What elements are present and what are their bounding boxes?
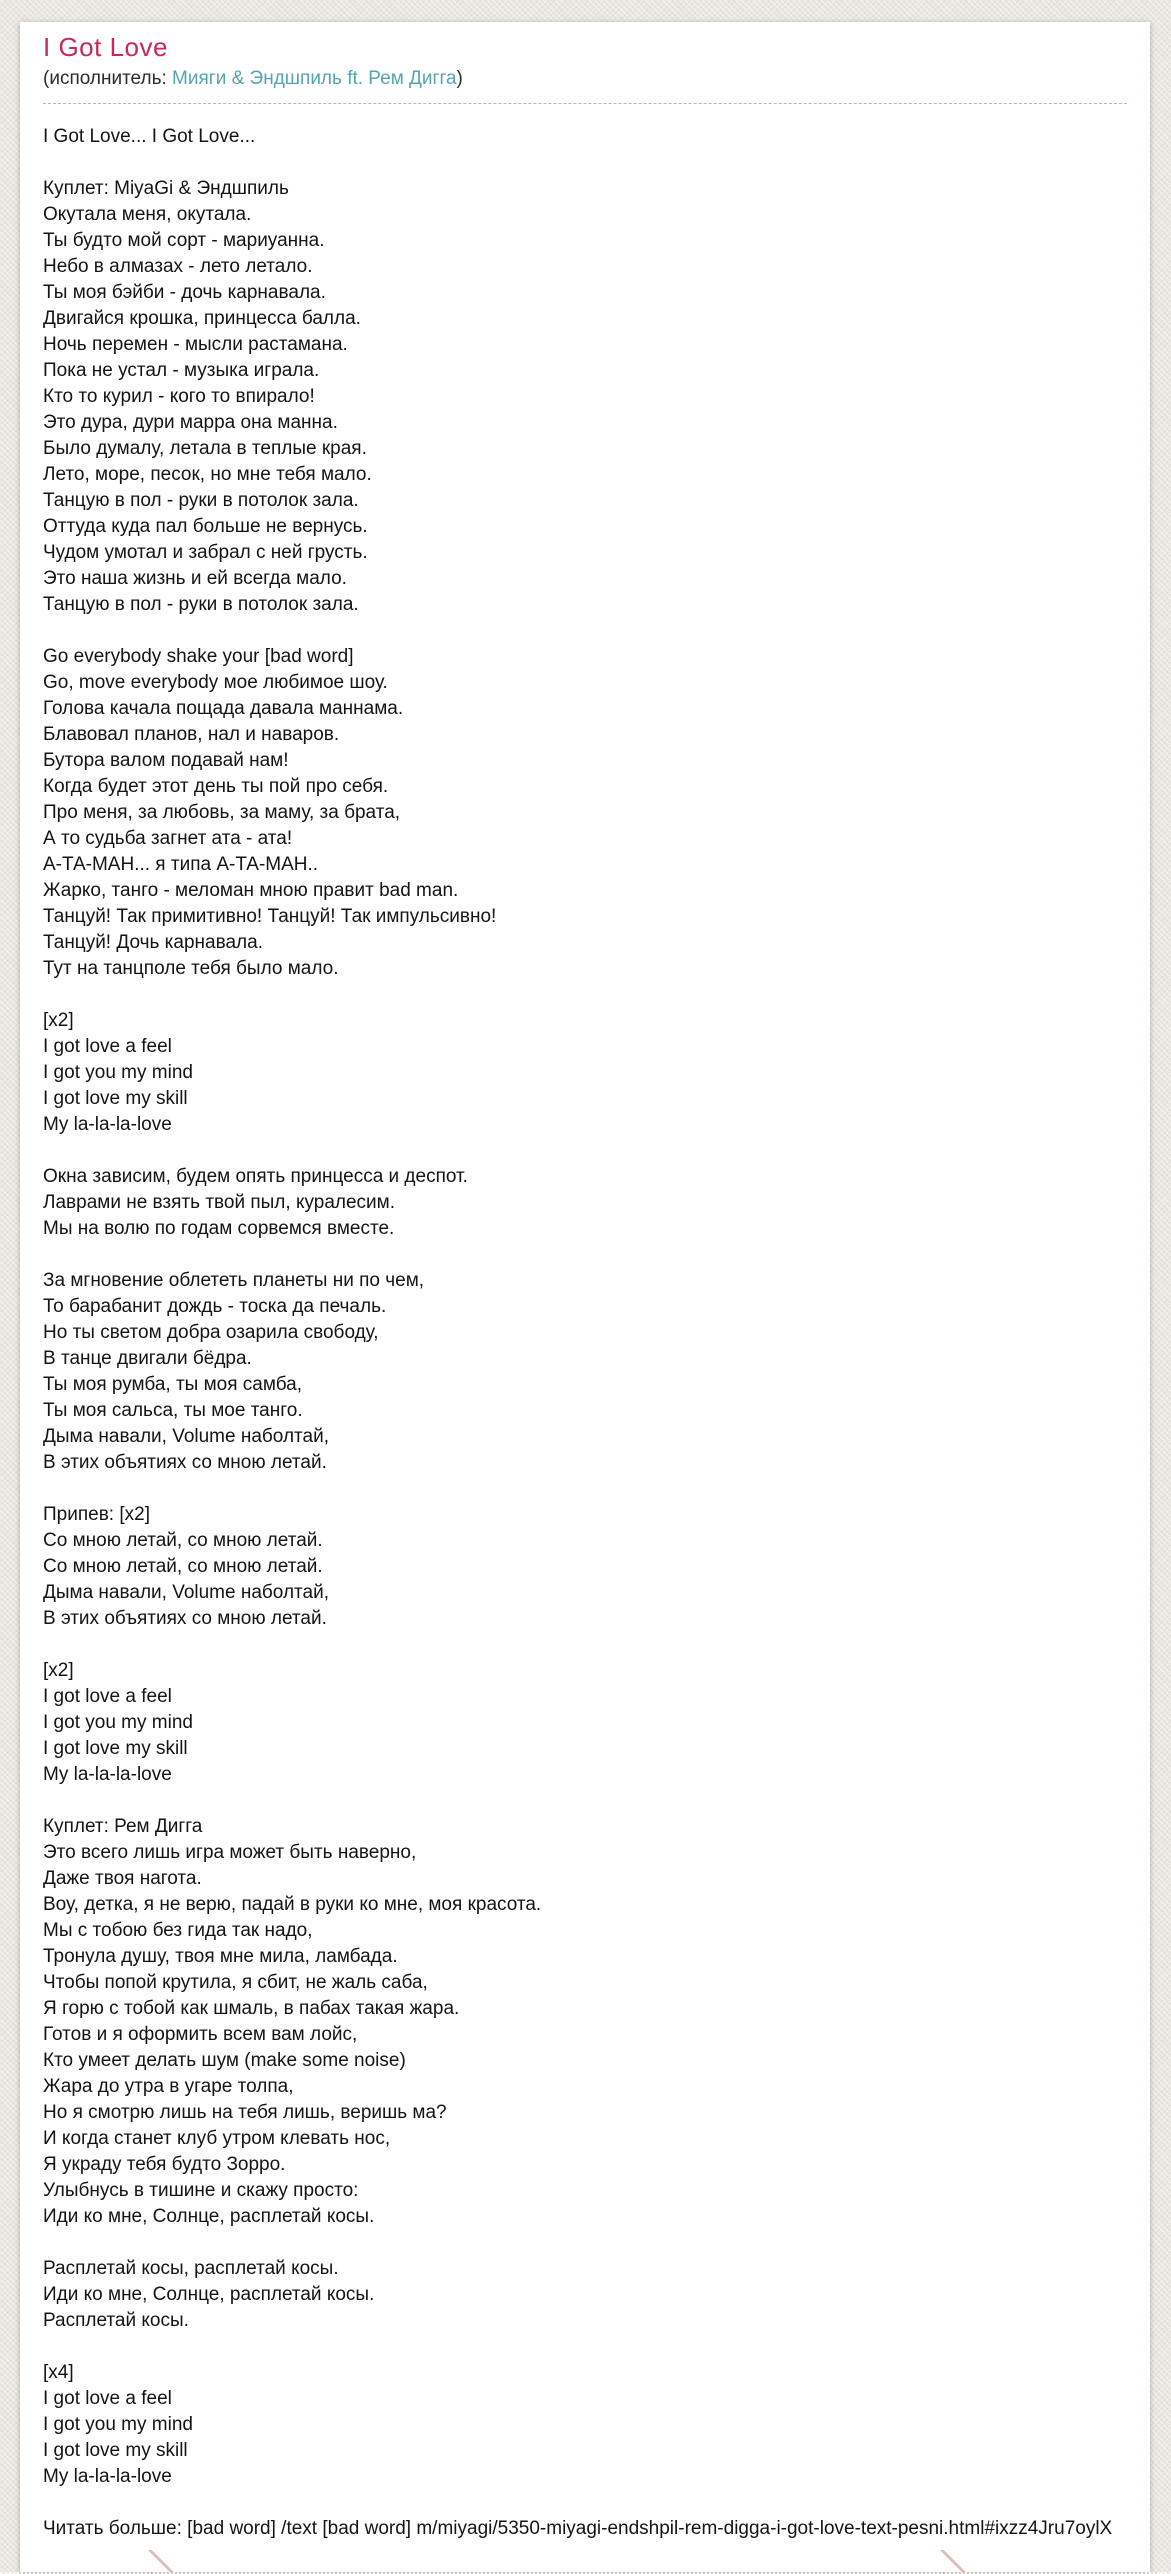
lyrics-stanza: Окна зависим, будем опять принцесса и деспот. Лаврами не взять твой пыл, куралесим. Мы на волю по годам сорвемся вместе.	[43, 1166, 468, 1239]
lyrics-stanza: Припев: [x2] Со мною летай, со мною летай. Со мною летай, со мною летай. Дыма навали, Volume наболтай, В этих объятиях со мною летай.	[43, 1504, 329, 1629]
lyrics-stanza: Куплет: MiyaGi & Эндшпиль Окутала меня, окутала. Ты будто мой сорт - мариуанна. Небо в алмазах - лето летало. Ты моя бэйби - дочь карнавала. Двигайся крошка, принцесса балла. Ночь перемен - мысли растамана. Пока не устал - музыка играла. Кто то курил - кого то впирало! Это дура, дури марра она манна. Было думалу, летала в теплые края. Лето, море, песок, но мне тебя мало. Танцую в пол - руки в потолок зала. Оттуда куда пал больше не вернусь. Чудом умотал и забрал с ней грусть. Это наша жизнь и ей всегда мало. Танцую в пол - руки в потолок зала.	[43, 178, 372, 615]
lyrics-stanza: Расплетай косы, расплетай косы. Иди ко мне, Солнце, расплетай косы. Расплетай косы.	[43, 2258, 375, 2331]
song-title: I Got Love	[43, 32, 168, 62]
read-more-line: Читать больше: [bad word] /text [bad word] m/miyagi/5350-miyagi-endshpil-rem-digga-i-got-love-text-pesni.html#ixzz4Jru7oylX	[43, 2518, 1113, 2539]
lyrics-stanza: За мгновение облететь планеты ни по чем, То барабанит дождь - тоска да печаль. Но ты светом добра озарила свободу, В танце двигали бёдра. Ты моя румба, ты моя самба, Ты моя сальса, ты мое танго. Дыма навали, Volume наболтай, В этих объятиях со мною летай.	[43, 1270, 425, 1473]
lyrics-text	[43, 124, 1127, 2490]
artist-line	[43, 68, 1127, 104]
artist-link[interactable]: Мияги & Эндшпиль ft. Рем Дигга	[172, 68, 457, 89]
lyrics-card	[20, 22, 1150, 2572]
lyrics-stanza: [x4] I got love a feel I got you my mind I got love my skill My la-la-la-love	[43, 2362, 193, 2487]
lyrics-stanza: Куплет: Рем Дигга Это всего лишь игра может быть наверно, Даже твоя нагота. Воу, детка, я не верю, падай в руки ко мне, моя красота. Мы с тобою без гида так надо, Тронула душу, твоя мне мила, ламбада. Чтобы попой крутила, я сбит, не жаль саба, Я горю с тобой как шмаль, в пабах такая жара. Готов и я оформить всем вам лойс, Кто умеет делать шум (make some noise) Жара до утра в угаре толпа, Но я смотрю лишь на тебя лишь, веришь ма? И когда станет клуб утром клевать нос, Я украду тебя будто Зорро. Улыбнусь в тишине и скажу просто: Иди ко мне, Солнце, расплетай косы.	[43, 1816, 542, 2227]
lyrics-stanza: I Got Love... I Got Love...	[43, 126, 256, 147]
lyrics-stanza: [x2] I got love a feel I got you my mind I got love my skill My la-la-la-love	[43, 1660, 193, 1785]
artist-label: (исполнитель:	[43, 68, 173, 89]
artist-close-paren: )	[456, 68, 463, 89]
lyrics-stanza: [x2] I got love a feel I got you my mind I got love my skill My la-la-la-love	[43, 1010, 193, 1135]
lyrics-stanza: Go everybody shake your [bad word] Go, move everybody мое любимое шоу. Голова качала пощада давала маннама. Блавовал планов, нал и наваров. Бутора валом подавай нам! Когда будет этот день ты пой про себя. Про меня, за любовь, за маму, за брата, А то судьба загнет ата - ата! А-ТА-МАН... я типа А-ТА-МАН.. Жарко, танго - меломан мною правит bad man. Танцуй! Так примитивно! Танцуй! Так импульсивно! Танцуй! Дочь карнавала. Тут на танцполе тебя было мало.	[43, 646, 497, 979]
